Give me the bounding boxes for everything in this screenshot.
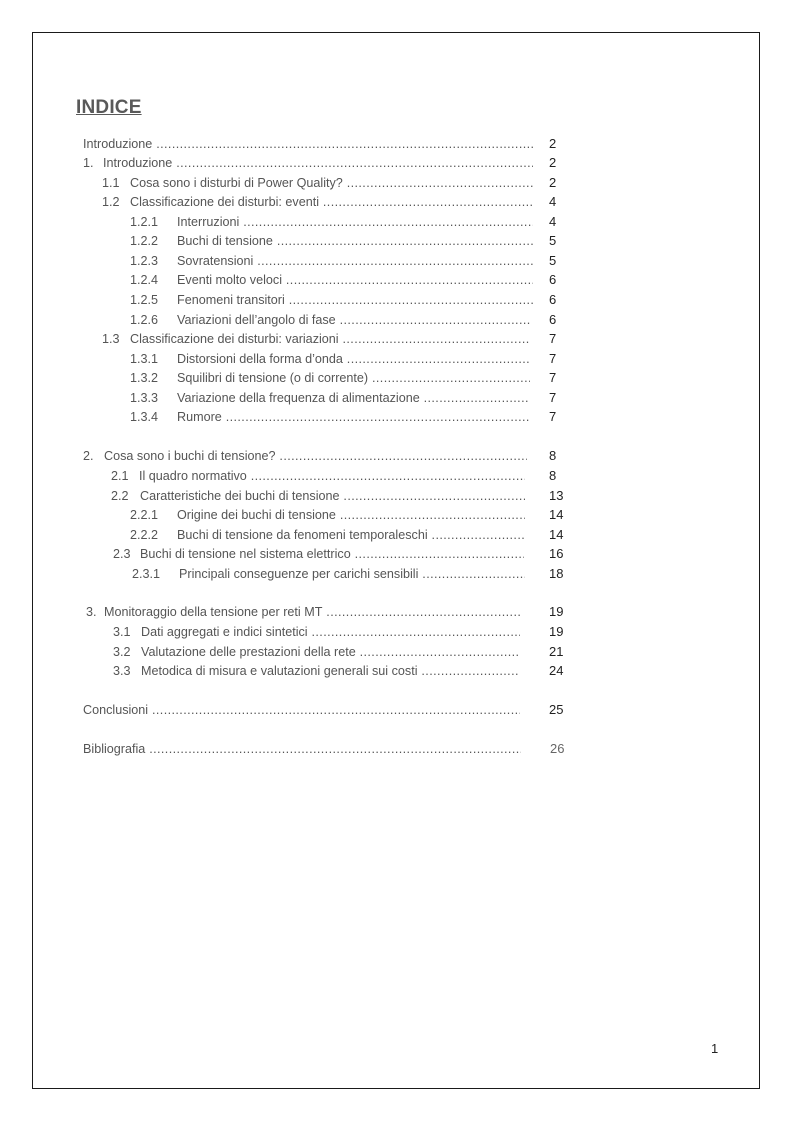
toc-entry-label: Interruzioni ..... — [177, 215, 533, 229]
toc-entry-number: 2.2.2 — [130, 528, 159, 542]
toc-entry-label: Rumore ..... — [177, 410, 530, 424]
toc-entry-label: Caratteristiche dei buchi di tensione ..... — [140, 489, 525, 503]
toc-entry-label: Eventi molto veloci ..... — [177, 273, 533, 287]
toc-entry-number: 2. — [83, 449, 94, 463]
toc-entry-label: Fenomeni transitori ..... — [177, 293, 533, 307]
toc-entry-number: 1.2.6 — [130, 313, 159, 327]
toc-entry-label: Conclusioni ..... — [83, 703, 520, 717]
toc-entry-page: 6 — [549, 272, 557, 287]
toc-entry-page: 4 — [549, 214, 557, 229]
toc-entry-label: Metodica di misura e valutazioni generali sui costi ..... — [141, 664, 520, 678]
toc-entry-label: Principali conseguenze per carichi sensibili ..... — [179, 567, 525, 581]
toc-entry-label: Introduzione ..... — [83, 137, 533, 151]
toc-entry-label: Variazioni dell’angolo di fase ..... — [177, 313, 530, 327]
toc-entry-number: 2.1 — [111, 469, 129, 483]
toc-entry-number: 3.3 — [113, 664, 131, 678]
toc-entry-label: Buchi di tensione da fenomeni temporaleschi ..... — [177, 528, 525, 542]
toc-entry-page: 21 — [549, 644, 564, 659]
toc-entry-label: Distorsioni della forma d’onda ..... — [177, 352, 530, 366]
toc-entry-label: Cosa sono i disturbi di Power Quality? ..... — [130, 176, 533, 190]
toc-entry-page: 2 — [549, 136, 557, 151]
toc-entry-label: Valutazione delle prestazioni della rete ..... — [141, 645, 520, 659]
toc-entry-number: 1.2.2 — [130, 234, 159, 248]
toc-entry-label: Squilibri di tensione (o di corrente) ..... — [177, 371, 530, 385]
toc-entry-label: Classificazione dei disturbi: eventi ..... — [130, 195, 533, 209]
toc-entry-page: 16 — [549, 546, 564, 561]
toc-entry-number: 1.1 — [102, 176, 120, 190]
toc-entry-number: 3.1 — [113, 625, 131, 639]
toc-entry-page: 8 — [549, 468, 557, 483]
toc-entry-label: Bibliografia ..... — [83, 742, 521, 756]
toc-entry-page: 7 — [549, 370, 557, 385]
toc-entry-page: 19 — [549, 604, 564, 619]
toc-entry-number: 2.2 — [111, 489, 129, 503]
toc-entry-page: 6 — [549, 292, 557, 307]
toc-entry-number: 1.3.3 — [130, 391, 159, 405]
toc-entry-number: 2.2.1 — [130, 508, 159, 522]
toc-entry-page: 13 — [549, 488, 564, 503]
toc-entry-label: Buchi di tensione ..... — [177, 234, 533, 248]
toc-entry-label: Il quadro normativo ..... — [139, 469, 525, 483]
toc-entry-page: 7 — [549, 351, 557, 366]
toc-entry-number: 1.3.4 — [130, 410, 159, 424]
page-title: INDICE — [76, 97, 142, 118]
toc-entry-label: Buchi di tensione nel sistema elettrico ..... — [140, 547, 524, 561]
toc-entry-number: 1.3.1 — [130, 352, 159, 366]
toc-entry-label: Sovratensioni ..... — [177, 254, 533, 268]
toc-entry-label: Dati aggregati e indici sintetici ..... — [141, 625, 520, 639]
toc-entry-page: 8 — [549, 448, 557, 463]
toc-entry-label: Monitoraggio della tensione per reti MT ..... — [104, 605, 522, 619]
toc-entry-number: 2.3 — [113, 547, 131, 561]
toc-entry-page: 7 — [549, 390, 557, 405]
toc-entry-page: 7 — [549, 331, 557, 346]
toc-entry-number: 1.2.3 — [130, 254, 159, 268]
page-number: 1 — [711, 1041, 719, 1056]
toc-entry-page: 14 — [549, 527, 564, 542]
toc-entry-page: 2 — [549, 175, 557, 190]
toc-entry-label: Origine dei buchi di tensione ..... — [177, 508, 525, 522]
toc-entry-page: 14 — [549, 507, 564, 522]
toc-entry-page: 25 — [549, 702, 564, 717]
toc-entry-page: 19 — [549, 624, 564, 639]
toc-entry-label: Introduzione ..... — [103, 156, 533, 170]
toc-entry-page: 2 — [549, 155, 557, 170]
toc-entry-label: Cosa sono i buchi di tensione? ..... — [104, 449, 527, 463]
toc-entry-number: 2.3.1 — [132, 567, 161, 581]
toc-entry-page: 4 — [549, 194, 557, 209]
toc-entry-page: 7 — [549, 409, 557, 424]
toc-entry-number: 1.2 — [102, 195, 120, 209]
toc-entry-label: Classificazione dei disturbi: variazioni ..... — [130, 332, 530, 346]
toc-entry-number: 1.3.2 — [130, 371, 159, 385]
toc-entry-page: 26 — [550, 741, 565, 756]
toc-entry-number: 1.2.4 — [130, 273, 159, 287]
toc-entry-number: 3. — [86, 605, 97, 619]
toc-entry-number: 3.2 — [113, 645, 131, 659]
toc-entry-number: 1.3 — [102, 332, 120, 346]
toc-entry-number: 1.2.1 — [130, 215, 159, 229]
toc-entry-page: 5 — [549, 233, 557, 248]
toc-entry-page: 24 — [549, 663, 564, 678]
toc-entry-page: 6 — [549, 312, 557, 327]
toc-entry-number: 1.2.5 — [130, 293, 159, 307]
toc-entry-label: Variazione della frequenza di alimentazione ..... — [177, 391, 530, 405]
toc-entry-page: 18 — [549, 566, 564, 581]
toc-entry-number: 1. — [83, 156, 94, 170]
toc-entry-page: 5 — [549, 253, 557, 268]
